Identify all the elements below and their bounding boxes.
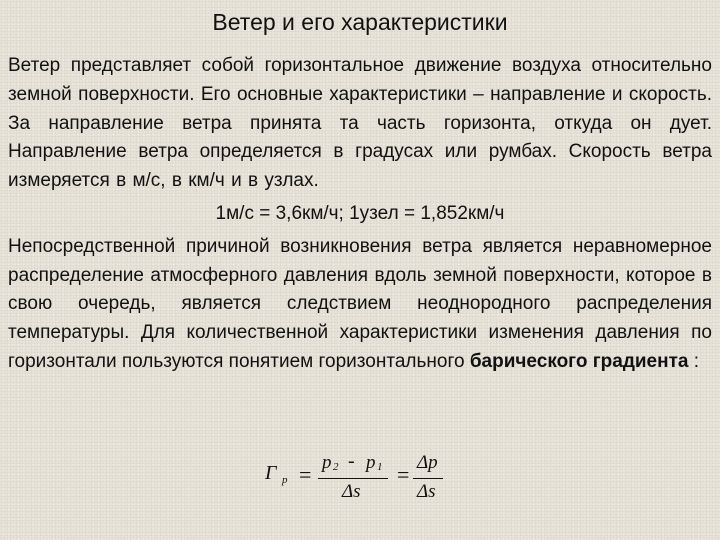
formula-equals-1: = <box>299 462 312 487</box>
formula-p1-subscript: 1 <box>377 461 383 473</box>
baric-gradient-formula <box>265 450 465 512</box>
formula-equals-2: = <box>397 462 410 487</box>
paragraph-wind-definition: Ветер представляет собой горизонтальное движение воздуха относительно земной поверхности. Его основные характеристики – направление и скорость. За направление ветра принята та часть горизонта, откуда он дует. Направление ветра определяется в градусах или румбах. Скорость ветра измеряется в м/с, в км/ч и в узлах. <box>8 55 712 192</box>
formula-denominator-2: Δs <box>417 481 436 502</box>
formula-minus: - <box>348 450 355 472</box>
formula-p2: p <box>322 452 332 473</box>
formula-p1: p <box>366 452 376 473</box>
formula-p2-subscript: 2 <box>333 461 339 473</box>
paragraph-pressure-gradient <box>8 233 712 377</box>
unit-conversion: 1м/с = 3,6км/ч; 1узел = 1,852км/ч <box>215 202 505 224</box>
formula-gamma: Г <box>265 462 277 484</box>
formula-fraction-bar-2 <box>413 478 443 479</box>
formula-gamma-subscript: р <box>282 474 288 486</box>
formula-denominator-1: Δs <box>342 481 361 502</box>
paragraph-pressure-gradient-end: : <box>688 350 700 372</box>
paragraph-pressure-gradient-text: Непосредственной причиной возникновения ветра является неравномерное распределение атмосферного давления вдоль земной поверхности, которое в свою очередь, является следствием неоднородного распределения температуры. Для количественной характеристики изменения давления по горизонтали пользуются понятием горизонтального <box>8 235 712 372</box>
slide-title: Ветер и его характеристики <box>212 9 508 35</box>
slide-body <box>8 52 712 377</box>
term-baric-gradient: барического градиента <box>469 350 689 372</box>
formula-numerator-2: Δp <box>417 452 438 473</box>
formula-fraction-bar-1 <box>318 478 388 479</box>
